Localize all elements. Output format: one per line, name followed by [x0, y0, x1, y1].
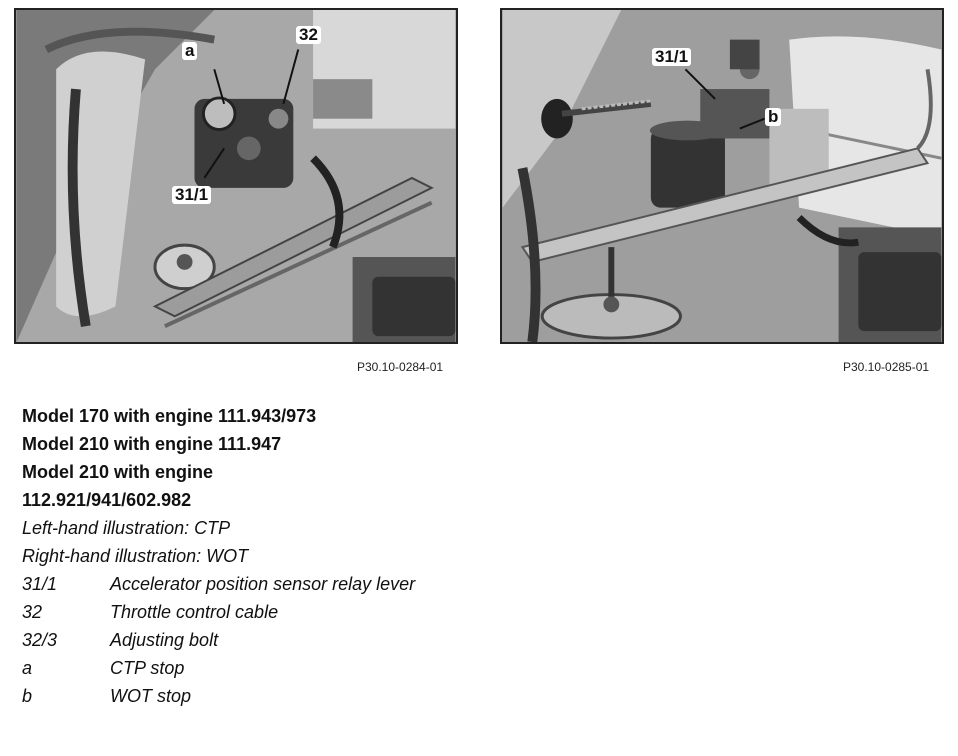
legend-row	[22, 598, 482, 626]
right-photo-illustration	[502, 10, 942, 342]
legend-row	[22, 626, 482, 654]
right-figure-code: P30.10-0285-01	[843, 360, 930, 374]
left-photo-illustration	[16, 10, 456, 342]
callout-32: 32	[296, 26, 321, 44]
legend-desc: Accelerator position sensor relay lever	[110, 574, 416, 594]
left-figure-code: P30.10-0284-01	[357, 360, 444, 374]
legend-list	[22, 570, 482, 710]
callout-31-1: 31/1	[652, 48, 691, 66]
legend-desc: CTP stop	[110, 658, 185, 678]
legend-key: 32/3	[22, 630, 58, 650]
left-photo	[14, 8, 458, 344]
heading-line-1: Model 170 with engine 111.943/973	[22, 406, 317, 426]
right-illustration-note: Right-hand illustration: WOT	[22, 546, 249, 566]
legend-row	[22, 570, 482, 598]
legend-desc: WOT stop	[110, 686, 192, 706]
legend-key: a	[22, 658, 33, 678]
heading-line-4: 112.921/941/602.982	[22, 490, 192, 510]
heading-line-2: Model 210 with engine 111.947	[22, 434, 282, 454]
legend-desc: Throttle control cable	[110, 602, 279, 622]
right-photo	[500, 8, 944, 344]
legend-key: b	[22, 686, 33, 706]
legend-desc: Adjusting bolt	[110, 630, 219, 650]
legend-row	[22, 682, 482, 710]
left-illustration-note: Left-hand illustration: CTP	[22, 518, 231, 538]
legend-row	[22, 654, 482, 682]
callout-b: b	[765, 108, 781, 126]
heading-line-3: Model 210 with engine	[22, 462, 214, 482]
callout-a: a	[182, 42, 197, 60]
callout-31-1: 31/1	[172, 186, 211, 204]
legend-key: 31/1	[22, 574, 58, 594]
legend-key: 32	[22, 602, 43, 622]
description-block	[22, 402, 482, 710]
